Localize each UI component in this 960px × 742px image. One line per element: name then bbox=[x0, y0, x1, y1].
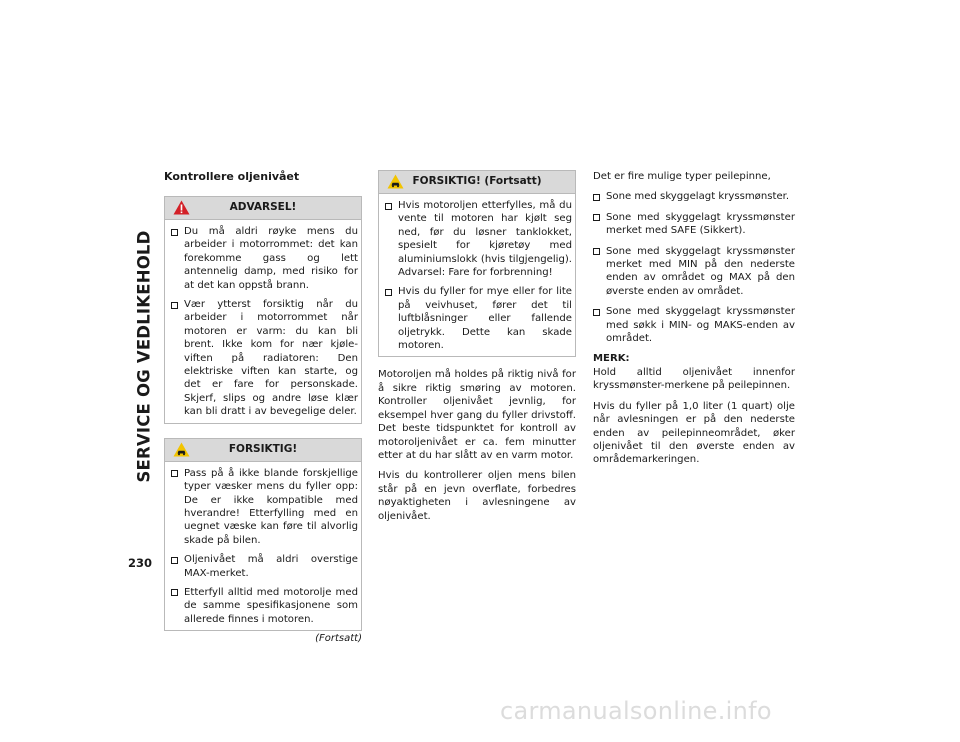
page-number: 230 bbox=[128, 556, 153, 570]
checkbox-bullet-icon bbox=[171, 229, 178, 236]
list-item-text: Du må aldri røyke mens du arbeider i motorrommet: det kan forekomme gass og lett antennelig damp, med risiko for at det kan oppstå brann. bbox=[184, 226, 358, 291]
caution-continued-box-title: FORSIKTIG! (Fortsatt) bbox=[412, 175, 542, 188]
column-2 bbox=[378, 170, 576, 530]
caution-box-header bbox=[165, 439, 361, 462]
list-item-text: Sone med skyggelagt kryssmønster med søkk i MIN- og MAKS-enden av området. bbox=[606, 306, 795, 345]
list-item bbox=[385, 285, 572, 352]
checkbox-bullet-icon bbox=[385, 289, 392, 296]
dipstick-intro: Det er fire mulige typer peilepinne, bbox=[593, 171, 771, 182]
note-text: Hold alltid oljenivået innenfor kryssmønster-merkene på peilepinnen. bbox=[593, 366, 795, 392]
caution-continued-box-header bbox=[379, 171, 575, 194]
list-item-text: Hvis du fyller for mye eller for lite på veivhuset, fører det til luftblåsninger eller fallende oljetrykk. Dette kan skade motoren. bbox=[398, 286, 572, 352]
column-3 bbox=[593, 170, 795, 474]
list-item-text: Sone med skyggelagt kryssmønster merket med MIN på den nederste enden av området og MAX på den øverste enden av området. bbox=[606, 245, 795, 297]
checkbox-bullet-icon bbox=[171, 557, 178, 564]
list-item-text: Vær ytterst forsiktig når du arbeider i motorrommet når motoren er varm: du kan bli brent. Ikke kom for nær kjøle-viften på radiatoren: Den elektriske viften kan starte, og det er fare for personskade. Skjerf, slips og andre løse klær kan bli dratt i av bevegelige deler. bbox=[184, 299, 358, 418]
column-1 bbox=[164, 170, 362, 644]
list-item-text: Etterfyll alltid med motorolje med de samme spesifikasjonene som allerede finnes i motoren. bbox=[184, 586, 358, 625]
warning-box-header bbox=[165, 197, 361, 220]
warning-box-title: ADVARSEL! bbox=[229, 201, 297, 214]
caution-box-title: FORSIKTIG! bbox=[228, 442, 298, 455]
caution-box-body bbox=[165, 462, 361, 630]
chapter-side-label bbox=[128, 170, 160, 542]
chapter-title: SERVICE OG VEDLIKEHOLD bbox=[134, 229, 154, 483]
body-paragraph: Hvis du kontrollerer oljen mens bilen står på en jevn overflate, forbedres nøyaktigheten i avlesningene av oljenivået. bbox=[378, 470, 576, 522]
list-item bbox=[171, 298, 358, 419]
list-item-text: Sone med skyggelagt kryssmønster merket med SAFE (Sikkert). bbox=[606, 211, 795, 237]
checkbox-bullet-icon bbox=[593, 194, 600, 201]
caution-car-icon bbox=[173, 442, 190, 457]
list-item-text: Sone med skyggelagt kryssmønster. bbox=[606, 191, 790, 203]
warning-triangle-icon bbox=[173, 200, 190, 215]
warning-box-body bbox=[165, 220, 361, 423]
checkbox-bullet-icon bbox=[171, 589, 178, 596]
list-item-text: Hvis motoroljen etterfylles, må du vente til motoren har kjølt seg ned, før du løsner tanklokket, spesielt for kjøretøy med aluminiumslokk (hvis tilgjengelig). Advarsel: Fare for forbrenning! bbox=[398, 200, 572, 279]
list-item bbox=[593, 305, 795, 345]
list-item bbox=[593, 190, 795, 203]
checkbox-bullet-icon bbox=[385, 203, 392, 210]
list-item bbox=[171, 225, 358, 292]
list-item bbox=[171, 553, 358, 580]
caution-car-icon bbox=[387, 174, 404, 189]
list-item-text: Oljenivået må aldri overstige MAX-merket. bbox=[184, 554, 358, 579]
section-title: Kontrollere oljenivået bbox=[164, 170, 300, 183]
checkbox-bullet-icon bbox=[593, 309, 600, 316]
caution-continued-box-body bbox=[379, 194, 575, 356]
checkbox-bullet-icon bbox=[171, 470, 178, 477]
body-paragraph: Motoroljen må holdes på riktig nivå for å sikre riktig smøring av motoren. Kontroller oljenivået jevnlig, for eksempel hver gang du fyller drivstoff. Det beste tidspunktet for kontroll av motoroljenivået er ca. fem minutter etter at du har slått av en varm motor. bbox=[378, 369, 576, 461]
list-item bbox=[171, 586, 358, 626]
checkbox-bullet-icon bbox=[171, 302, 178, 309]
note-label: MERK: bbox=[593, 353, 630, 365]
caution-box bbox=[164, 438, 362, 631]
list-item bbox=[171, 467, 358, 547]
body-paragraph: Hvis du fyller på 1,0 liter (1 quart) olje når avlesningen er på den nederste enden av peilepinneområdet, øker oljenivået til den øverste enden av områdemarkeringen. bbox=[593, 400, 795, 466]
list-item bbox=[593, 245, 795, 299]
caution-continued-box bbox=[378, 170, 576, 357]
warning-box bbox=[164, 196, 362, 424]
list-item-text: Pass på å ikke blande forskjellige typer væsker mens du fyller opp: De er ikke kompatible med hverandre! Etterfylling med en uegnet væske kan føre til alvorlig skade på bilen. bbox=[184, 467, 358, 546]
checkbox-bullet-icon bbox=[593, 248, 600, 255]
list-item bbox=[385, 199, 572, 279]
continued-note: (Fortsatt) bbox=[315, 633, 362, 645]
checkbox-bullet-icon bbox=[593, 214, 600, 221]
list-item bbox=[593, 211, 795, 238]
watermark: carmanualsonline.info bbox=[500, 697, 772, 725]
